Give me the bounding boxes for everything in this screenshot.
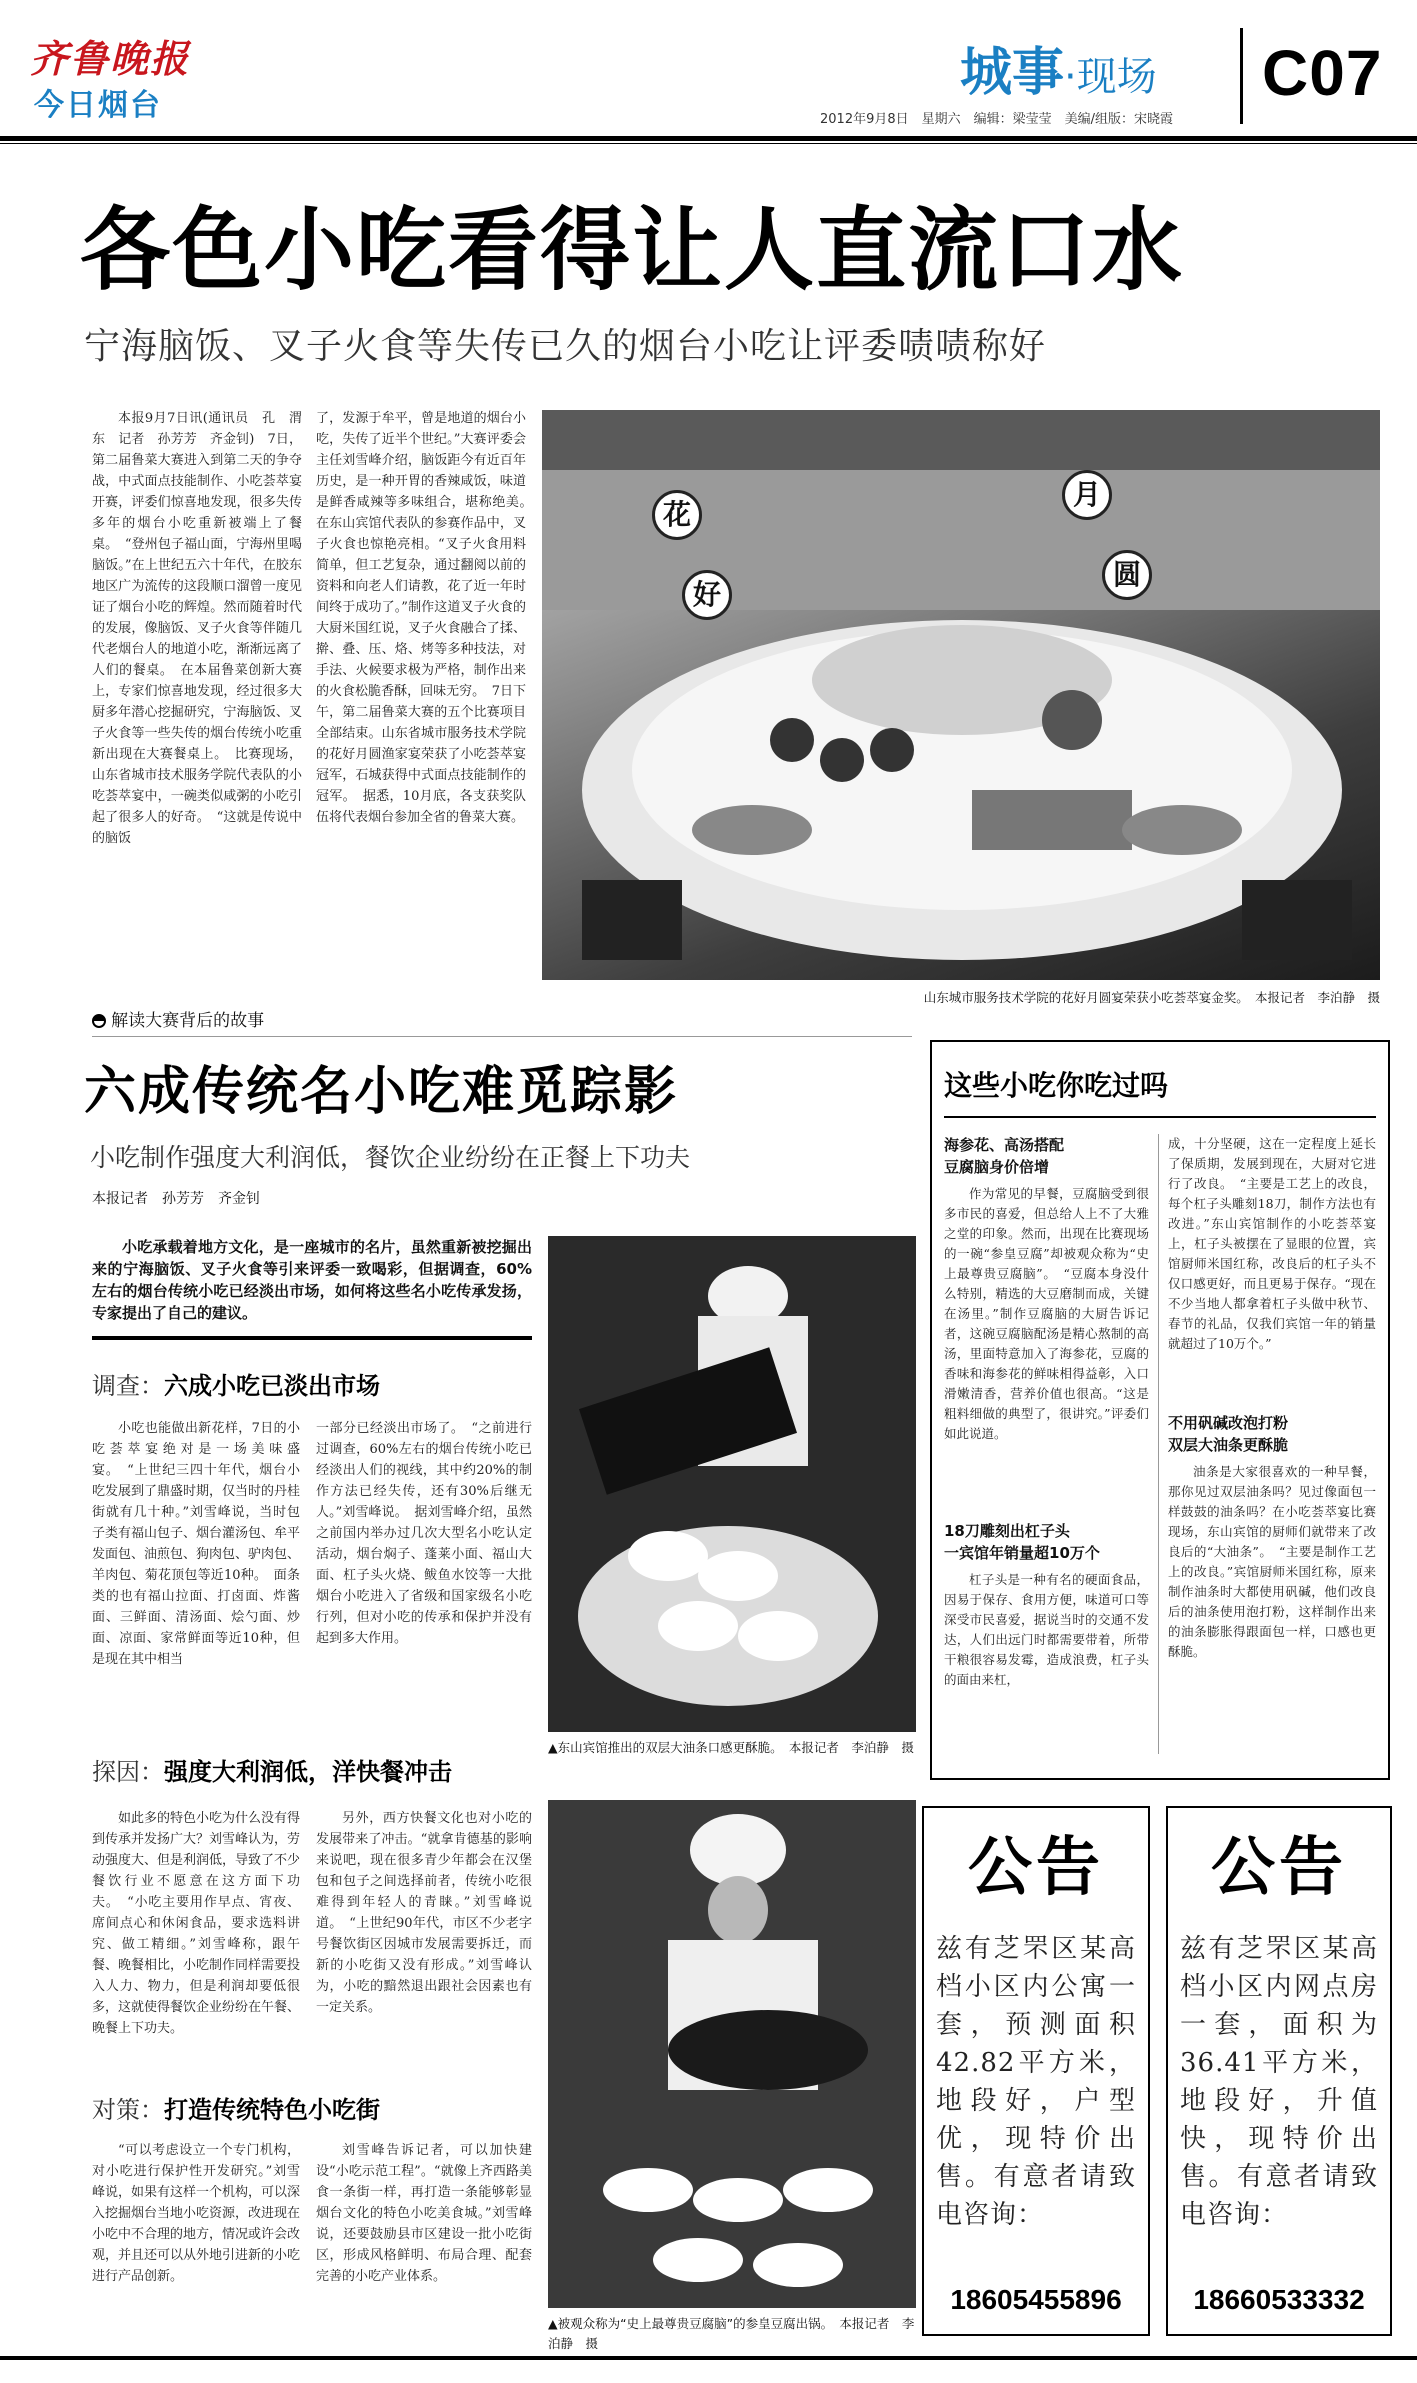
sec3-col2-text: 刘雪峰告诉记者，可以加快建设“小吃示范工程”。“就像上齐西路美食一条街一样，再打造一条能够彰显烟台文化的特色小吃美食城。”刘雪峰说，还要鼓励县市区建设一批小吃街区，形成风格鲜明、布局合理、配套完善的小吃产业体系。	[316, 2143, 532, 2284]
section-title-text: 打造传统特色小吃街	[164, 2096, 380, 2124]
lead-subhead: 宁海脑饭、叉子火食等失传已久的烟台小吃让评委啧啧称好	[84, 326, 1047, 367]
section-prefix: 探因：	[92, 1758, 164, 1786]
edition-label: 今日烟台	[34, 88, 162, 123]
sidebar-head-4: 一宾馆年销量超10万个	[944, 1544, 1100, 1562]
lead-photo	[542, 410, 1380, 980]
sidebar-text-3-p: 成，十分坚硬，这在一定程度上延长了保质期，发展到现在，大厨对它进行了改良。 “主要是工艺上的改良，每个杠子头雕刻18刀，制作方法也有改进。”东山宾馆制作的小吃荟萃宴上，杠子头被摆在了显眼的位置，宾馆厨师米国红称，改良后的杠子头不仅口感更好，而且更易于保存。“现在不少当地人都拿着杠子头做中秋节、春节的礼品，仅我们宾馆一年的销量就超过了10万个。”	[1168, 1136, 1376, 1351]
sidebar-head-5: 不用矾碱改泡打粉	[1168, 1414, 1289, 1432]
sidebar-text-1	[944, 1184, 1149, 1514]
story2-kicker-rule	[92, 1036, 912, 1037]
sidebar-col-divider	[1158, 1134, 1159, 1754]
lead-column-1	[92, 408, 302, 988]
notice-ad-2	[1166, 1806, 1392, 2336]
chef-tofu-illustration	[548, 1800, 916, 2308]
story2-kicker: 解读大赛背后的故事	[111, 1011, 265, 1031]
youtiao-photo-caption: ▲东山宾馆推出的双层大油条口感更酥脆。 本报记者 李泊静 摄	[548, 1740, 914, 1755]
story2-intro	[92, 1236, 532, 1324]
page-number: C07	[1262, 37, 1383, 109]
story2-headline: 六成传统名小吃难觅踪影	[84, 1062, 679, 1122]
story2-byline: 本报记者 孙芳芳 齐金钊	[92, 1191, 260, 1207]
section-prefix: 调查：	[92, 1372, 164, 1400]
section-title-text: 强度大利润低，洋快餐冲击	[164, 1758, 452, 1786]
notice-ad-title: 公告	[1211, 1831, 1347, 1905]
masthead-rule-thin	[0, 143, 1417, 144]
sec2-col2-text: 另外，西方快餐文化也对小吃的发展带来了冲击。“就拿肯德基的影响来说吧，现在很多青少年都会在汉堡包和包子之间选择前者，传统小吃很难得到年轻人的青睐。”刘雪峰说道。 “上世纪90年代，市区不少老字号餐饮街区因城市发展需要拆迁，而新的小吃街又没有形成。”刘雪峰认为，小吃的黯然退出跟社会因素也有一定关系。	[316, 1811, 532, 2015]
section-sub: ·现场	[1064, 54, 1157, 100]
sec2-column-2	[316, 1808, 532, 2058]
notice-ad-title: 公告	[968, 1831, 1104, 1905]
story2-subhead: 小吃制作强度大利润低，餐饮企业纷纷在正餐上下功夫	[90, 1143, 691, 1172]
sidebar-col-1	[944, 1134, 1149, 1730]
kicker-bullet-icon	[92, 1014, 106, 1028]
section-heading-causes	[92, 1752, 452, 1787]
sidebar-title: 这些小吃你吃过吗	[944, 1069, 1169, 1102]
deco-char-yuan: 圆	[1102, 550, 1152, 600]
chef-youtiao-illustration	[548, 1236, 916, 1732]
sidebar-head-1: 海参花、高汤搭配	[944, 1136, 1065, 1154]
masthead-divider	[1240, 28, 1243, 124]
lead-photo-caption: 山东城市服务技术学院的花好月圆宴荣获小吃荟萃宴金奖。 本报记者 李泊静 摄	[923, 990, 1380, 1005]
deco-char-yue: 月	[1062, 470, 1112, 520]
notice-ad-1	[922, 1806, 1150, 2336]
notice-ad-body: 兹有芝罘区某高档小区内公寓一套，预测面积42.82平方米，地段好，户型优，现特价出售。有意者请致电咨询：	[936, 1934, 1136, 2230]
sec1-col2-text: 一部分已经淡出市场了。 “之前进行过调查，60%左右的烟台传统小吃已经淡出人们的视线，其中约20%的制作方法已经失传，还有30%后继无人。”刘雪峰说。 据刘雪峰介绍，虽然之前国内举办过几次大型名小吃认定活动，烟台焖子、蓬莱小面、福山大面、杠子头火烧、鲅鱼水饺等一大批烟台小吃进入了省级和国家级名小吃行列，但对小吃的传承和保护并没有起到多大作用。	[316, 1421, 532, 1646]
tofu-photo-caption: ▲被观众称为“史上最尊贵豆腐脑”的参皇豆腐出锅。 本报记者 李泊静 摄	[548, 2316, 915, 2351]
notice-ad-phone: 18660533332	[1193, 2284, 1365, 2315]
deco-char-hua: 花	[652, 490, 702, 540]
sidebar-title-rule	[944, 1116, 1376, 1118]
lead-headline: 各色小吃看得让人直流口水	[80, 198, 1184, 303]
sidebar-head-6: 双层大油条更酥脆	[1168, 1436, 1289, 1454]
tofu-photo	[548, 1800, 916, 2308]
sec3-col1-text: “可以考虑设立一个专门机构，对小吃进行保护性开发研究。”刘雪峰说，如果有这样一个机构，可以深入挖掘烟台当地小吃资源，改进现在小吃中不合理的地方，情况或许会改观，并且还可以从外地引进新的小吃进行产品创新。	[92, 2143, 301, 2284]
notice-ad-body: 兹有芝罘区某高档小区内网点房一套，面积为36.41平方米，地段好，升值快，现特价出售。有意者请致电咨询：	[1180, 1934, 1378, 2230]
sec1-column-2	[316, 1418, 532, 1718]
section-title	[960, 30, 1157, 105]
sec1-column-1	[92, 1418, 300, 1718]
sidebar-col-2	[1168, 1134, 1376, 1702]
sidebar-text-4-p: 油条是大家很喜欢的一种早餐，那你见过双层油条吗？见过像面包一样鼓鼓的油条吗？在小吃荟萃宴比赛现场，东山宾馆的厨师们就带来了改良后的“大油条”。 “主要是制作工艺上的改良。”宾馆厨师米国红称，原来制作油条时大都使用矾碱，他们改良后的油条使用泡打粉，这样制作出来的油条膨胀得跟面包一样，口感也更酥脆。	[1168, 1464, 1376, 1659]
sidebar-box	[930, 1040, 1390, 1780]
masthead-rule	[0, 136, 1417, 141]
section-main: 城事	[960, 43, 1065, 103]
lead-col1-text: 本报9月7日讯(通讯员 孔 渭东 记者 孙芳芳 齐金钊) 7日，第二届鲁菜大赛进入到第二天的争夺战，中式面点技能制作、小吃荟萃宴开赛，评委们惊喜地发现，很多失传多年的烟台小吃重新被端上了餐桌。 “登州包子福山面，宁海州里喝脑饭。”在上世纪五六十年代，在胶东地区广为流传的这段顺口溜曾一度见证了烟台小吃的辉煌。然而随着时代的发展，像脑饭、叉子火食等伴随几代老烟台人的地道小吃，渐渐远离了人们的餐桌。 在本届鲁菜创新大赛上，专家们惊喜地发现，经过很多大厨多年潜心挖掘研究，宁海脑饭、叉子火食等一些失传的烟台传统小吃重新出现在大赛餐桌上。 比赛现场，山东省城市技术服务学院代表队的小吃荟萃宴中，一碗类似咸粥的小吃引起了很多人的好奇。 “这就是传说中的脑饭	[92, 411, 302, 846]
notice-ad-phone: 18605455896	[950, 2284, 1122, 2315]
lead-col2-text: 了，发源于牟平，曾是地道的烟台小吃，失传了近半个世纪。”大赛评委会主任刘雪峰介绍，脑饭距今有近百年历史，是一种开胃的香辣咸饭，味道是鲜香咸辣等多味组合，堪称绝美。 在东山宾馆代表队的参赛作品中，叉子火食也惊艳亮相。“叉子火食用料简单，但工艺复杂，通过翻阅以前的资料和向老人们请教，花了近一年时间终于成功了。”制作这道叉子火食的大厨米国红说，叉子火食融合了揉、擀、叠、压、烙、烤等多种技法，对手法、火候要求极为严格，制作出来的火食松脆香酥，回味无穷。 7日下午，第二届鲁菜大赛的五个比赛项目全部结束。山东省城市服务技术学院的花好月圆渔家宴荣获了小吃荟萃宴冠军，石城获得中式面点技能制作的冠军。 据悉，10月底，各支获奖队伍将代表烟台参加全省的鲁菜大赛。	[316, 411, 540, 825]
sidebar-head-2: 豆腐脑身价倍增	[944, 1158, 1050, 1176]
section-heading-measures	[92, 2090, 380, 2125]
sec3-column-2	[316, 2140, 532, 2340]
sec2-column-1	[92, 1808, 300, 2058]
sidebar-text-2-p: 杠子头是一种有名的硬面食品，因易于保存、食用方便，味道可口等深受市民喜爱，据说当时的交通不发达，人们出远门时都需要带着，所带干粮很容易发霉，造成浪费，杠子头的面由来杠，	[944, 1572, 1149, 1687]
story2-intro-text: 小吃承载着地方文化，是一座城市的名片，虽然重新被挖掘出来的宁海脑饭、叉子火食等引来评委一致喝彩，但据调查，60%左右的烟台传统小吃已经淡出市场，如何将这些名小吃传承发扬，专家提出了自己的建议。	[92, 1238, 532, 1322]
deco-char-hao: 好	[682, 570, 732, 620]
sidebar-text-3	[1168, 1134, 1376, 1406]
sec1-col1-text: 小吃也能做出新花样，7日的小吃荟萃宴绝对是一场美味盛宴。 “上世纪三四十年代，烟台小吃发展到了鼎盛时期，仅当时的丹桂街就有几十种。”刘雪峰说，当时包子类有福山包子、烟台灌汤包、牟平发面包、油煎包、狗肉包、驴肉包、羊肉包、菊花顶包等近10种。 面条类的也有福山拉面、打卤面、炸酱面、三鲜面、清汤面、烩勺面、炒面、凉面、家常鲜面等近10种，但是现在其中相当	[92, 1421, 301, 1667]
sidebar-text-2	[944, 1570, 1149, 1730]
edition-meta: 2012年9月8日 星期六 编辑：梁莹莹 美编/组版：宋晓霞	[820, 112, 1174, 127]
youtiao-photo	[548, 1236, 916, 1732]
story2-intro-rule	[92, 1336, 532, 1340]
sidebar-head-3: 18刀雕刻出杠子头	[944, 1522, 1070, 1540]
sidebar-text-1-p: 作为常见的早餐，豆腐脑受到很多市民的喜爱，但总给人上不了大雅之堂的印象。然而，出现在比赛现场的一碗“参皇豆腐”却被观众称为“史上最尊贵豆腐脑”。 “豆腐本身没什么特别，精选的大豆磨制而成，关键在汤里。”制作豆腐脑的大厨告诉记者，这碗豆腐脑配汤是精心熬制的高汤，里面特意加入了海参花，豆腐的香味和海参花的鲜味相得益彰，入口滑嫩清香，营养价值也很高。“这是粗料细做的典型了，很讲究。”评委们如此说道。	[944, 1186, 1149, 1441]
sec3-column-1	[92, 2140, 300, 2340]
sec2-col1-text: 如此多的特色小吃为什么没有得到传承并发扬广大？刘雪峰认为，劳动强度大、但是利润低，导致了不少餐饮行业不愿意在这方面下功夫。 “小吃主要用作早点、宵夜、席间点心和休闲食品，要求选料讲究、做工精细。”刘雪峰称，跟午餐、晚餐相比，小吃制作同样需要投入人力、物力，但是利润却要低很多，这就使得餐饮企业纷纷在午餐、晚餐上下功夫。	[92, 1811, 301, 2036]
footer-rule	[0, 2356, 1417, 2360]
section-heading-investigation	[92, 1366, 380, 1401]
lead-column-2	[316, 408, 540, 988]
paper-logo: 齐鲁晚报	[30, 36, 191, 81]
section-prefix: 对策：	[92, 2096, 164, 2124]
story2-kicker-row	[92, 1006, 264, 1031]
sidebar-text-4	[1168, 1462, 1376, 1702]
section-title-text: 六成小吃已淡出市场	[164, 1372, 380, 1400]
